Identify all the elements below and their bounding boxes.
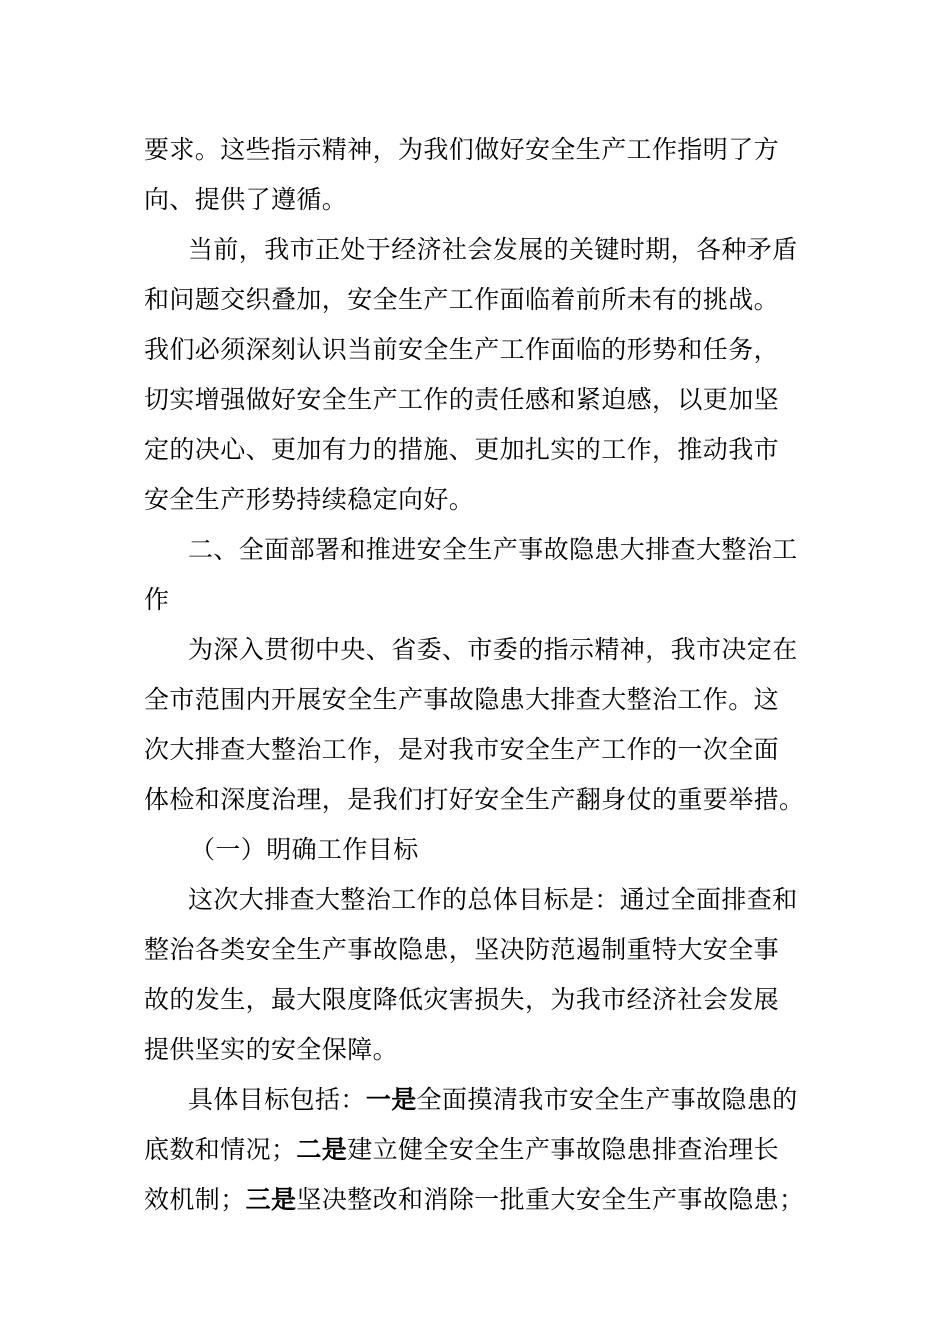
goals-text: 具体目标包括： [188, 1085, 366, 1114]
goal-marker: 三是 [245, 1185, 297, 1214]
goals-text: 建立健全安全生产事故隐患排查治理长 [347, 1135, 780, 1164]
goals-text: 底数和情况； [144, 1135, 297, 1164]
text-line: 为深入贯彻中央、省委、市委的指示精神，我市决定在 [188, 635, 798, 664]
goals-text: 全面摸清我市安全生产事故隐患的 [416, 1085, 798, 1114]
text-line: 向、提供了遵循。 [144, 185, 348, 214]
goals-text: 效机制； [144, 1185, 246, 1214]
text-line: 次大排查大整治工作，是对我市安全生产工作的一次全面 [144, 735, 780, 764]
subsection-heading: （一）明确工作目标 [190, 835, 419, 864]
text-line: 故的发生，最大限度降低灾害损失，为我市经济社会发展 [144, 985, 780, 1014]
text-line: 和问题交织叠加，安全生产工作面临着前所未有的挑战。 [144, 285, 780, 314]
goal-marker: 一是 [365, 1085, 417, 1114]
text-line: 切实增强做好安全生产工作的责任感和紧迫感，以更加坚 [144, 385, 780, 414]
goals-line [188, 1084, 798, 1116]
goals-line [144, 1184, 804, 1216]
text-line: 全市范围内开展安全生产事故隐患大排查大整治工作。这 [144, 685, 780, 714]
section-heading: 二、全面部署和推进安全生产事故隐患大排查大整治工 [188, 535, 798, 564]
text-line: 定的决心、更加有力的措施、更加扎实的工作，推动我市 [144, 435, 780, 464]
text-line: 整治各类安全生产事故隐患，坚决防范遏制重特大安全事 [144, 935, 780, 964]
goals-text: 坚决整改和消除一批重大安全生产事故隐患； [296, 1185, 805, 1214]
text-line: 当前，我市正处于经济社会发展的关键时期，各种矛盾 [188, 235, 798, 264]
goals-line [144, 1134, 779, 1166]
text-line: 体检和深度治理，是我们打好安全生产翻身仗的重要举措。 [144, 785, 805, 814]
text-line: 提供坚实的安全保障。 [144, 1035, 399, 1064]
text-line: 要求。这些指示精神，为我们做好安全生产工作指明了方 [144, 135, 780, 164]
goal-marker: 二是 [296, 1135, 348, 1164]
text-line: 这次大排查大整治工作的总体目标是：通过全面排查和 [188, 885, 798, 914]
text-line: 我们必须深刻认识当前安全生产工作面临的形势和任务， [144, 335, 780, 364]
text-line: 安全生产形势持续稳定向好。 [144, 485, 475, 514]
section-heading: 作 [144, 585, 170, 614]
